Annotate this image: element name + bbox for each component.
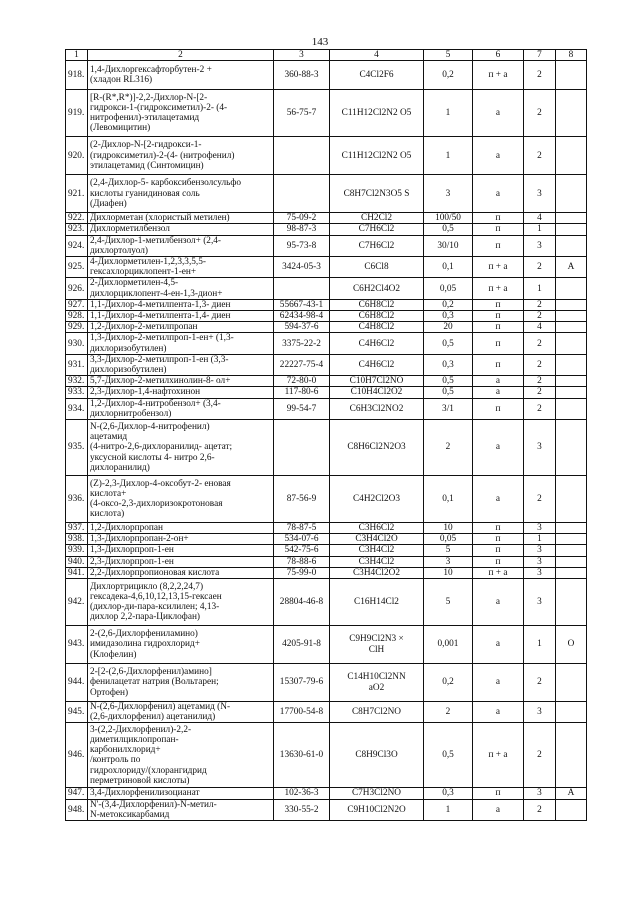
note bbox=[556, 799, 587, 820]
row-number: 926. bbox=[66, 278, 88, 299]
table-row bbox=[66, 333, 587, 354]
aggregate-state: а bbox=[473, 387, 524, 398]
hazard-class: 2 bbox=[524, 387, 556, 398]
note: О bbox=[556, 626, 587, 664]
hazard-class: 3 bbox=[524, 788, 556, 799]
cas-number: 78-88-6 bbox=[274, 556, 330, 567]
mpc-value: 2 bbox=[424, 420, 473, 476]
row-number: 934. bbox=[66, 398, 88, 419]
row-number: 924. bbox=[66, 235, 88, 256]
row-number: 947. bbox=[66, 788, 88, 799]
note bbox=[556, 534, 587, 545]
table-row bbox=[66, 799, 587, 820]
note bbox=[556, 213, 587, 224]
column-header: 4 bbox=[330, 50, 424, 61]
note bbox=[556, 137, 587, 175]
note bbox=[556, 299, 587, 310]
substance-name: N-(2,6-Дихлорфенил) ацетамид (N- (2,6-дихлорфенил) ацетанилид) bbox=[88, 702, 274, 723]
mpc-value: 0,2 bbox=[424, 299, 473, 310]
substance-name: 2-(2,6-Дихлорфениламино) имидазолина гидрохлорид+ (Клофелин) bbox=[88, 626, 274, 664]
note: А bbox=[556, 788, 587, 799]
cas-number: 78-87-5 bbox=[274, 523, 330, 534]
hazard-class: 4 bbox=[524, 322, 556, 333]
cas-number: 55667-43-1 bbox=[274, 299, 330, 310]
mpc-value: 3 bbox=[424, 556, 473, 567]
hazard-class: 2 bbox=[524, 90, 556, 137]
note bbox=[556, 545, 587, 556]
row-number: 938. bbox=[66, 534, 88, 545]
mpc-value: 0,1 bbox=[424, 257, 473, 278]
aggregate-state: п bbox=[473, 523, 524, 534]
substance-name: (2,4-Дихлор-5- карбоксибензолсульфо кислоты гуанидиновая соль (Диафен) bbox=[88, 175, 274, 213]
row-number: 919. bbox=[66, 90, 88, 137]
hazard-class: 3 bbox=[524, 556, 556, 567]
cas-number: 99-54-7 bbox=[274, 398, 330, 419]
substance-name: 3,4-Дихлорфенилизоцианат bbox=[88, 788, 274, 799]
formula: C6H8Cl2 bbox=[330, 311, 424, 322]
substance-name: 1,1-Дихлор-4-метилпента-1,3- диен bbox=[88, 299, 274, 310]
cas-number: 75-99-0 bbox=[274, 567, 330, 578]
formula: C3H4Cl2O2 bbox=[330, 567, 424, 578]
formula: C9H10Cl2N2O bbox=[330, 799, 424, 820]
mpc-value: 0,2 bbox=[424, 664, 473, 702]
column-header: 1 bbox=[66, 50, 88, 61]
row-number: 946. bbox=[66, 723, 88, 788]
row-number: 925. bbox=[66, 257, 88, 278]
cas-number: 542-75-6 bbox=[274, 545, 330, 556]
hazard-class: 3 bbox=[524, 702, 556, 723]
cas-number: 17700-54-8 bbox=[274, 702, 330, 723]
cas-number: 28804-46-8 bbox=[274, 579, 330, 626]
aggregate-state: п bbox=[473, 556, 524, 567]
substance-name: N'-(3,4-Дихлорфенил)-N-метил- N-метоксикарбамид bbox=[88, 799, 274, 820]
hazard-class: 2 bbox=[524, 664, 556, 702]
formula: C4H2Cl2O3 bbox=[330, 476, 424, 523]
substance-name: Дихлорметилбензол bbox=[88, 224, 274, 235]
formula: C6H2Cl4O2 bbox=[330, 278, 424, 299]
substance-name: 2,3-Дихлорпроп-1-ен bbox=[88, 556, 274, 567]
note bbox=[556, 556, 587, 567]
aggregate-state: п bbox=[473, 213, 524, 224]
cas-number: 534-07-6 bbox=[274, 534, 330, 545]
mpc-value: 20 bbox=[424, 322, 473, 333]
table-row bbox=[66, 420, 587, 476]
hazard-class: 1 bbox=[524, 534, 556, 545]
aggregate-state: п bbox=[473, 354, 524, 375]
note bbox=[556, 398, 587, 419]
cas-number: 330-55-2 bbox=[274, 799, 330, 820]
formula: C8H7Cl2N3O5 S bbox=[330, 175, 424, 213]
row-number: 948. bbox=[66, 799, 88, 820]
note bbox=[556, 278, 587, 299]
mpc-value: 0,05 bbox=[424, 278, 473, 299]
substance-name: 1,3-Дихлор-2-метилпроп-1-ен+ (1,3- дихлоризобутилен) bbox=[88, 333, 274, 354]
aggregate-state: п bbox=[473, 398, 524, 419]
cas-number: 95-73-8 bbox=[274, 235, 330, 256]
aggregate-state: п bbox=[473, 322, 524, 333]
hazard-class: 2 bbox=[524, 257, 556, 278]
table-row bbox=[66, 579, 587, 626]
substance-name: 2-Дихлорметилен-4,5- дихлорциклопент-4-ен-1,3-дион+ bbox=[88, 278, 274, 299]
note bbox=[556, 476, 587, 523]
cas-number: 22227-75-4 bbox=[274, 354, 330, 375]
table-row bbox=[66, 278, 587, 299]
hazard-class: 4 bbox=[524, 213, 556, 224]
substance-name: 1,3-Дихлорпроп-1-ен bbox=[88, 545, 274, 556]
note bbox=[556, 322, 587, 333]
row-number: 920. bbox=[66, 137, 88, 175]
mpc-value: 0,001 bbox=[424, 626, 473, 664]
mpc-value: 30/10 bbox=[424, 235, 473, 256]
row-number: 930. bbox=[66, 333, 88, 354]
cas-number: 3424-05-3 bbox=[274, 257, 330, 278]
table-row bbox=[66, 702, 587, 723]
aggregate-state: а bbox=[473, 579, 524, 626]
table-row bbox=[66, 398, 587, 419]
row-number: 928. bbox=[66, 311, 88, 322]
row-number: 939. bbox=[66, 545, 88, 556]
note bbox=[556, 61, 587, 90]
cas-number: 4205-91-8 bbox=[274, 626, 330, 664]
aggregate-state: п bbox=[473, 534, 524, 545]
table-row bbox=[66, 224, 587, 235]
substance-name: 1,3-Дихлорпропан-2-он+ bbox=[88, 534, 274, 545]
mpc-value: 3/1 bbox=[424, 398, 473, 419]
table-row bbox=[66, 476, 587, 523]
cas-number: 117-80-6 bbox=[274, 387, 330, 398]
aggregate-state: а bbox=[473, 137, 524, 175]
formula: C7H3Cl2NO bbox=[330, 788, 424, 799]
formula: C16H14Cl2 bbox=[330, 579, 424, 626]
cas-number bbox=[274, 137, 330, 175]
aggregate-state: п + а bbox=[473, 278, 524, 299]
cas-number: 594-37-6 bbox=[274, 322, 330, 333]
hazard-class: 3 bbox=[524, 420, 556, 476]
formula: C9H9Cl2N3 × ClH bbox=[330, 626, 424, 664]
hazard-class: 3 bbox=[524, 175, 556, 213]
note bbox=[556, 333, 587, 354]
row-number: 922. bbox=[66, 213, 88, 224]
aggregate-state: а bbox=[473, 702, 524, 723]
hazard-class: 3 bbox=[524, 567, 556, 578]
aggregate-state: а bbox=[473, 420, 524, 476]
hazard-class: 2 bbox=[524, 398, 556, 419]
mpc-value: 0,3 bbox=[424, 788, 473, 799]
column-header: 2 bbox=[88, 50, 274, 61]
note bbox=[556, 175, 587, 213]
cas-number: 15307-79-6 bbox=[274, 664, 330, 702]
table-row bbox=[66, 299, 587, 310]
note: А bbox=[556, 257, 587, 278]
column-header: 5 bbox=[424, 50, 473, 61]
substance-name: 2-[2-(2,6-Дихлорфенил)амино] фенилацетат натрия (Вольтарен; Ортофен) bbox=[88, 664, 274, 702]
row-number: 935. bbox=[66, 420, 88, 476]
row-number: 937. bbox=[66, 523, 88, 534]
mpc-value: 1 bbox=[424, 137, 473, 175]
aggregate-state: п + а bbox=[473, 723, 524, 788]
substance-name: [R-(R*,R*)]-2,2-Дихлор-N-[2- гидрокси-1-(гидроксиметил)-2- (4- нитрофенил)-этилацетамид (Левомицитин) bbox=[88, 90, 274, 137]
table-row bbox=[66, 556, 587, 567]
aggregate-state: а bbox=[473, 799, 524, 820]
hazard-class: 3 bbox=[524, 545, 556, 556]
mpc-value: 1 bbox=[424, 90, 473, 137]
cas-number: 62434-98-4 bbox=[274, 311, 330, 322]
row-number: 932. bbox=[66, 376, 88, 387]
cas-number: 13630-61-0 bbox=[274, 723, 330, 788]
table-row bbox=[66, 664, 587, 702]
aggregate-state: п bbox=[473, 299, 524, 310]
mpc-value: 0,5 bbox=[424, 224, 473, 235]
table-row bbox=[66, 213, 587, 224]
hazard-class: 2 bbox=[524, 354, 556, 375]
substance-name: (Z)-2,3-Дихлор-4-оксобут-2- еновая кислота+ (4-оксо-2,3-дихлоризокротоновая кислота) bbox=[88, 476, 274, 523]
formula: C4H6Cl2 bbox=[330, 354, 424, 375]
substance-name: 1,4-Дихлоргексафторбутен-2 + (хладон RL316) bbox=[88, 61, 274, 90]
hazard-class: 2 bbox=[524, 333, 556, 354]
cas-number: 87-56-9 bbox=[274, 476, 330, 523]
note bbox=[556, 387, 587, 398]
hazard-class: 2 bbox=[524, 799, 556, 820]
hazard-class: 2 bbox=[524, 376, 556, 387]
table-row bbox=[66, 545, 587, 556]
substance-name: Дихлортрицикло (8,2,2,24,7) гексадека-4,6,10,12,13,15-гексаен (дихлор-ди-пара-ксилилен; 4,13- дихлор 2,2-пара-Циклофан) bbox=[88, 579, 274, 626]
cas-number: 102-36-3 bbox=[274, 788, 330, 799]
formula: CH2Cl2 bbox=[330, 213, 424, 224]
row-number: 923. bbox=[66, 224, 88, 235]
aggregate-state: п bbox=[473, 224, 524, 235]
row-number: 936. bbox=[66, 476, 88, 523]
hazard-class: 2 bbox=[524, 311, 556, 322]
hazard-class: 2 bbox=[524, 137, 556, 175]
aggregate-state: а bbox=[473, 376, 524, 387]
note bbox=[556, 523, 587, 534]
cas-number: 360-88-3 bbox=[274, 61, 330, 90]
table-row bbox=[66, 311, 587, 322]
formula: C7H6Cl2 bbox=[330, 235, 424, 256]
mpc-value: 10 bbox=[424, 567, 473, 578]
hazard-class: 1 bbox=[524, 224, 556, 235]
column-number-row bbox=[66, 50, 587, 61]
substance-name: 3,3-Дихлор-2-метилпроп-1-ен (3,3- дихлоризобутилен) bbox=[88, 354, 274, 375]
note bbox=[556, 420, 587, 476]
aggregate-state: а bbox=[473, 626, 524, 664]
substance-name: 1,2-Дихлорпропан bbox=[88, 523, 274, 534]
formula: C10H4Cl2O2 bbox=[330, 387, 424, 398]
mpc-value: 1 bbox=[424, 799, 473, 820]
hazard-class: 2 bbox=[524, 476, 556, 523]
formula: C4Cl2F6 bbox=[330, 61, 424, 90]
mpc-value: 2 bbox=[424, 702, 473, 723]
row-number: 929. bbox=[66, 322, 88, 333]
cas-number bbox=[274, 175, 330, 213]
table-row bbox=[66, 235, 587, 256]
table-body bbox=[66, 61, 587, 821]
mpc-value: 0,5 bbox=[424, 333, 473, 354]
row-number: 941. bbox=[66, 567, 88, 578]
hazard-class: 1 bbox=[524, 626, 556, 664]
aggregate-state: п bbox=[473, 545, 524, 556]
table-row bbox=[66, 376, 587, 387]
formula: C8H6Cl2N2O3 bbox=[330, 420, 424, 476]
formula: C3H4Cl2 bbox=[330, 556, 424, 567]
hazard-class: 3 bbox=[524, 579, 556, 626]
row-number: 931. bbox=[66, 354, 88, 375]
aggregate-state: а bbox=[473, 664, 524, 702]
table-row bbox=[66, 523, 587, 534]
note bbox=[556, 723, 587, 788]
mpc-value: 0,3 bbox=[424, 354, 473, 375]
note bbox=[556, 702, 587, 723]
mpc-value: 0,3 bbox=[424, 311, 473, 322]
note bbox=[556, 664, 587, 702]
substance-name: N-(2,6-Дихлор-4-нитрофенил) ацетамид (4-нитро-2,6-дихлоранилид- ацетат; уксусной кислоты 4- нитро 2,6- дихлоранилид) bbox=[88, 420, 274, 476]
mpc-value: 10 bbox=[424, 523, 473, 534]
substance-name: (2-Дихлор-N-[2-гидрокси-1- (гидроксиметил)-2-(4- (нитрофенил) этилацетамид (Синтомицин) bbox=[88, 137, 274, 175]
cas-number: 72-80-0 bbox=[274, 376, 330, 387]
formula: C10H7Cl2NO bbox=[330, 376, 424, 387]
hazard-class: 3 bbox=[524, 523, 556, 534]
substance-name: 2,3-Дихлор-1,4-нафтохинон bbox=[88, 387, 274, 398]
table-row bbox=[66, 322, 587, 333]
hazard-class: 1 bbox=[524, 278, 556, 299]
cas-number: 75-09-2 bbox=[274, 213, 330, 224]
cas-number: 3375-22-2 bbox=[274, 333, 330, 354]
aggregate-state: п bbox=[473, 788, 524, 799]
mpc-value: 0,5 bbox=[424, 387, 473, 398]
formula: C11H12Cl2N2 O5 bbox=[330, 137, 424, 175]
column-header: 3 bbox=[274, 50, 330, 61]
substance-name: 2,4-Дихлор-1-метилбензол+ (2,4- дихлортолуол) bbox=[88, 235, 274, 256]
mpc-value: 5 bbox=[424, 545, 473, 556]
column-header: 8 bbox=[556, 50, 587, 61]
mpc-value: 0,2 bbox=[424, 61, 473, 90]
column-header: 6 bbox=[473, 50, 524, 61]
substance-name: Дихлорметан (хлористый метилен) bbox=[88, 213, 274, 224]
row-number: 921. bbox=[66, 175, 88, 213]
mpc-value: 5 bbox=[424, 579, 473, 626]
formula: C6H8Cl2 bbox=[330, 299, 424, 310]
formula: C8H9Cl3O bbox=[330, 723, 424, 788]
note bbox=[556, 567, 587, 578]
aggregate-state: п bbox=[473, 333, 524, 354]
formula: C6H3Cl2NO2 bbox=[330, 398, 424, 419]
table-row bbox=[66, 257, 587, 278]
row-number: 918. bbox=[66, 61, 88, 90]
table-row bbox=[66, 626, 587, 664]
table-row bbox=[66, 723, 587, 788]
formula: C14H10Cl2NN aO2 bbox=[330, 664, 424, 702]
table-row bbox=[66, 534, 587, 545]
table-row bbox=[66, 387, 587, 398]
aggregate-state: а bbox=[473, 175, 524, 213]
substance-name: 4-Дихлорметилен-1,2,3,3,5,5- гексахлорциклопент-1-ен+ bbox=[88, 257, 274, 278]
row-number: 943. bbox=[66, 626, 88, 664]
row-number: 944. bbox=[66, 664, 88, 702]
mpc-value: 0,1 bbox=[424, 476, 473, 523]
substance-name: 2,2-Дихлорпропионовая кислота bbox=[88, 567, 274, 578]
aggregate-state: п + а bbox=[473, 61, 524, 90]
aggregate-state: п bbox=[473, 235, 524, 256]
substance-name: 3-(2,2-Дихлорфенил)-2,2- диметилциклопропан- карбонилхлорид+ /контроль по гидрохлориду/(хлорангидрид перметриновой кислоты) bbox=[88, 723, 274, 788]
note bbox=[556, 579, 587, 626]
formula: C3H6Cl2 bbox=[330, 523, 424, 534]
formula: C3H4Cl2O bbox=[330, 534, 424, 545]
formula: C4H8Cl2 bbox=[330, 322, 424, 333]
note bbox=[556, 90, 587, 137]
table-row bbox=[66, 354, 587, 375]
table-row bbox=[66, 90, 587, 137]
mpc-value: 3 bbox=[424, 175, 473, 213]
formula: C7H6Cl2 bbox=[330, 224, 424, 235]
aggregate-state: п bbox=[473, 311, 524, 322]
substance-name: 1,2-Дихлор-4-нитробензол+ (3,4- дихлорнитробензол) bbox=[88, 398, 274, 419]
cas-number bbox=[274, 420, 330, 476]
table-row bbox=[66, 567, 587, 578]
note bbox=[556, 354, 587, 375]
substance-name: 5,7-Дихлор-2-метилхинолин-8- ол+ bbox=[88, 376, 274, 387]
column-header: 7 bbox=[524, 50, 556, 61]
hazard-class: 2 bbox=[524, 723, 556, 788]
hazard-class: 2 bbox=[524, 61, 556, 90]
formula: C8H7Cl2NO bbox=[330, 702, 424, 723]
substance-name: 1,2-Дихлор-2-метилпропан bbox=[88, 322, 274, 333]
cas-number bbox=[274, 278, 330, 299]
row-number: 945. bbox=[66, 702, 88, 723]
aggregate-state: п + а bbox=[473, 257, 524, 278]
aggregate-state: а bbox=[473, 90, 524, 137]
table-row bbox=[66, 788, 587, 799]
row-number: 942. bbox=[66, 579, 88, 626]
cas-number: 56-75-7 bbox=[274, 90, 330, 137]
substance-table bbox=[65, 49, 587, 821]
hazard-class: 2 bbox=[524, 299, 556, 310]
aggregate-state: а bbox=[473, 476, 524, 523]
formula: C11H12Cl2N2 O5 bbox=[330, 90, 424, 137]
table-row bbox=[66, 175, 587, 213]
row-number: 927. bbox=[66, 299, 88, 310]
table-row bbox=[66, 137, 587, 175]
mpc-value: 0,5 bbox=[424, 723, 473, 788]
formula: C3H4Cl2 bbox=[330, 545, 424, 556]
mpc-value: 0,05 bbox=[424, 534, 473, 545]
substance-name: 1,1-Дихлор-4-метилпента-1,4- диен bbox=[88, 311, 274, 322]
page-number: 143 bbox=[311, 36, 329, 48]
row-number: 933. bbox=[66, 387, 88, 398]
formula: C6Cl8 bbox=[330, 257, 424, 278]
cas-number: 98-87-3 bbox=[274, 224, 330, 235]
row-number: 940. bbox=[66, 556, 88, 567]
hazard-class: 3 bbox=[524, 235, 556, 256]
note bbox=[556, 311, 587, 322]
note bbox=[556, 376, 587, 387]
mpc-value: 100/50 bbox=[424, 213, 473, 224]
note bbox=[556, 235, 587, 256]
mpc-value: 0,5 bbox=[424, 376, 473, 387]
note bbox=[556, 224, 587, 235]
table-row bbox=[66, 61, 587, 90]
aggregate-state: п + а bbox=[473, 567, 524, 578]
formula: C4H6Cl2 bbox=[330, 333, 424, 354]
